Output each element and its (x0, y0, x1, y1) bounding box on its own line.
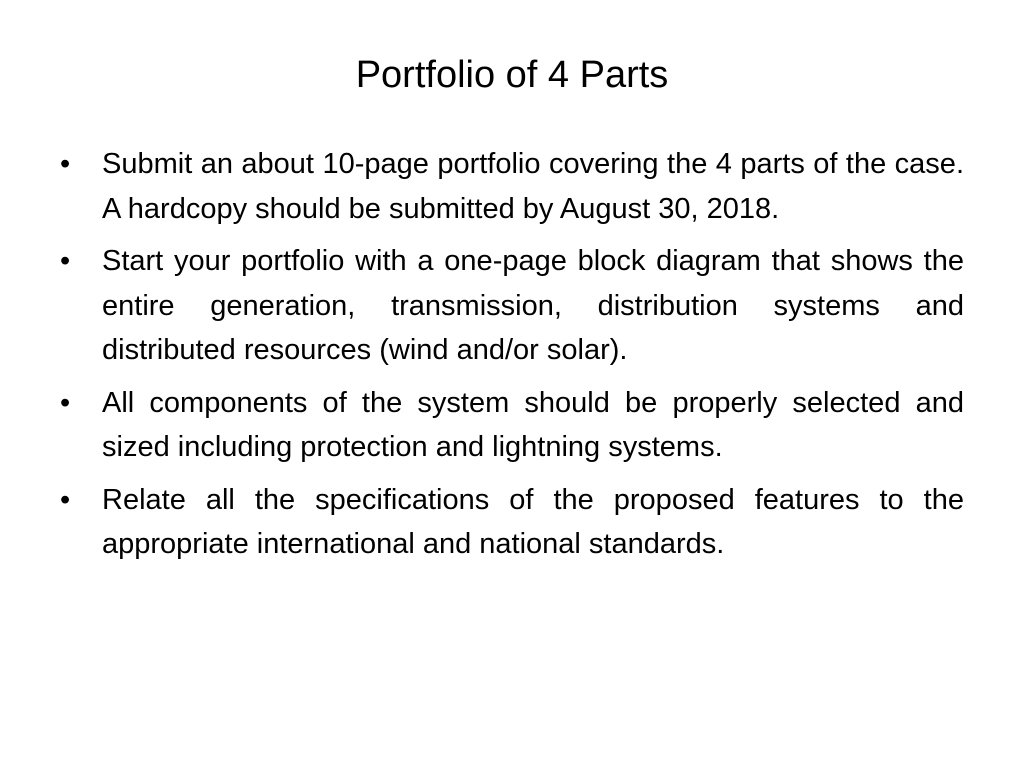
bullet-text: Submit an about 10-page portfolio covering the 4 parts of the case. A hardcopy should be submitted by August 30, 2018. (102, 148, 964, 225)
bullet-text: Start your portfolio with a one-page block diagram that shows the entire generation, transmission, distribution systems and distributed resources (wind and/or solar). (102, 245, 964, 366)
bullet-icon: • (60, 386, 71, 419)
bullet-item (58, 142, 964, 231)
bullet-text: All components of the system should be properly selected and sized including protection and lightning systems. (102, 386, 964, 463)
bullet-text: Relate all the specifications of the proposed features to the appropriate international and national standards. (102, 483, 964, 560)
bullet-list (58, 142, 964, 575)
bullet-item (58, 381, 964, 470)
bullet-item (58, 478, 964, 567)
bullet-icon: • (60, 148, 71, 180)
bullet-item (58, 239, 964, 373)
slide-title: Portfolio of 4 Parts (355, 54, 669, 96)
bullet-icon: • (60, 245, 71, 277)
bullet-icon: • (60, 483, 71, 516)
